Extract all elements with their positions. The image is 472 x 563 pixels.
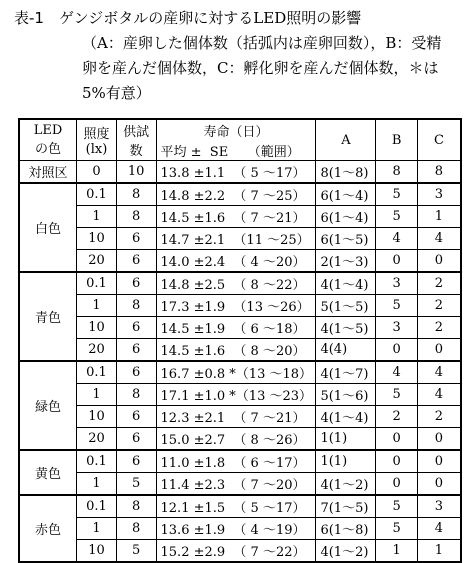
n-cell: 6 bbox=[116, 272, 156, 295]
b-cell: 1 bbox=[376, 540, 418, 563]
lux-cell: 0.1 bbox=[77, 361, 117, 384]
a-cell: 4(1～2) bbox=[316, 473, 376, 496]
a-cell: 6(1～4) bbox=[316, 183, 376, 206]
table-row bbox=[19, 450, 461, 473]
n-cell: 8 bbox=[116, 384, 156, 406]
a-cell: 6(1～5) bbox=[316, 228, 376, 250]
c-cell: 0 bbox=[417, 250, 461, 273]
b-cell: 0 bbox=[376, 450, 418, 473]
a-cell: 4(1～4) bbox=[316, 406, 376, 428]
c-cell: 2 bbox=[417, 272, 461, 295]
a-cell: 4(1～2) bbox=[316, 540, 376, 563]
table-row bbox=[19, 384, 461, 406]
lux-cell: 10 bbox=[77, 406, 117, 428]
table-row bbox=[19, 339, 461, 362]
b-cell: 8 bbox=[376, 161, 418, 184]
col-header-lifespan: 寿命（日） bbox=[156, 119, 316, 140]
table-row bbox=[19, 295, 461, 317]
lifespan-cell: 13.6 ±1.9 （ 4 ～19） bbox=[156, 518, 316, 540]
lifespan-cell: 14.7 ±2.1 （11 ～25） bbox=[156, 228, 316, 250]
b-cell: 3 bbox=[376, 317, 418, 339]
b-cell: 5 bbox=[376, 183, 418, 206]
a-cell: 7(1～5) bbox=[316, 495, 376, 518]
c-cell: 2 bbox=[417, 317, 461, 339]
table-body bbox=[19, 161, 461, 563]
lux-cell: 0.1 bbox=[77, 272, 117, 295]
col-header-c: C bbox=[417, 119, 461, 161]
table-row bbox=[19, 317, 461, 339]
lifespan-cell: 14.8 ±2.2 （ 7 ～25） bbox=[156, 183, 316, 206]
lifespan-cell: 14.8 ±2.5 （ 8 ～22） bbox=[156, 272, 316, 295]
c-cell: 3 bbox=[417, 183, 461, 206]
led-color-cell: 白色 bbox=[19, 183, 77, 272]
a-cell: 6(1～4) bbox=[316, 206, 376, 228]
n-cell: 8 bbox=[116, 518, 156, 540]
n-cell: 10 bbox=[116, 161, 156, 184]
b-cell: 3 bbox=[376, 272, 418, 295]
led-color-cell: 青色 bbox=[19, 272, 77, 361]
c-cell: 3 bbox=[417, 495, 461, 518]
lux-cell: 20 bbox=[77, 250, 117, 273]
b-cell: 4 bbox=[376, 228, 418, 250]
col-header-b: B bbox=[376, 119, 418, 161]
b-cell: 0 bbox=[376, 339, 418, 362]
lux-cell: 0 bbox=[77, 161, 117, 184]
lux-cell: 1 bbox=[77, 206, 117, 228]
table-row bbox=[19, 183, 461, 206]
lux-cell: 1 bbox=[77, 295, 117, 317]
col-header-led-color: LED の色 bbox=[19, 119, 77, 161]
lifespan-cell: 13.8 ±1.1 （ 5 ～17） bbox=[156, 161, 316, 184]
caption-line-4: 5%有意） bbox=[82, 84, 151, 102]
c-cell: 0 bbox=[417, 428, 461, 451]
lifespan-cell: 14.5 ±1.9 （ 6 ～18） bbox=[156, 317, 316, 339]
b-cell: 5 bbox=[376, 518, 418, 540]
led-color-cell: 対照区 bbox=[19, 161, 77, 184]
lux-cell: 0.1 bbox=[77, 495, 117, 518]
table-caption bbox=[14, 6, 464, 106]
caption-line-2: （A：産卵した個体数（括弧内は産卵回数），B：受精 bbox=[82, 34, 442, 52]
b-cell: 2 bbox=[376, 406, 418, 428]
table-row bbox=[19, 495, 461, 518]
n-cell: 8 bbox=[116, 183, 156, 206]
a-cell: 4(1～7) bbox=[316, 361, 376, 384]
led-color-cell: 赤色 bbox=[19, 495, 77, 562]
lux-cell: 20 bbox=[77, 428, 117, 451]
c-cell: 4 bbox=[417, 384, 461, 406]
caption-title: ゲンジボタルの産卵に対するLED照明の影響 bbox=[58, 9, 362, 27]
c-cell: 0 bbox=[417, 339, 461, 362]
a-cell: 4(1～5) bbox=[316, 317, 376, 339]
b-cell: 0 bbox=[376, 250, 418, 273]
caption-line-3: 卵を産んだ個体数，C：孵化卵を産んだ個体数，＊は bbox=[82, 59, 439, 77]
b-cell: 5 bbox=[376, 495, 418, 518]
b-cell: 5 bbox=[376, 206, 418, 228]
lifespan-cell: 14.0 ±2.4 （ 4 ～20） bbox=[156, 250, 316, 273]
n-cell: 6 bbox=[116, 339, 156, 362]
n-cell: 6 bbox=[116, 406, 156, 428]
col-header-n: 供試 数 bbox=[116, 119, 156, 161]
lifespan-cell: 12.3 ±2.1 （ 7 ～21） bbox=[156, 406, 316, 428]
a-cell: 6(1～8) bbox=[316, 518, 376, 540]
b-cell: 0 bbox=[376, 428, 418, 451]
table-row bbox=[19, 518, 461, 540]
a-cell: 5(1～5) bbox=[316, 295, 376, 317]
c-cell: 2 bbox=[417, 406, 461, 428]
col-header-lux: 照度 (lx) bbox=[77, 119, 117, 161]
a-cell: 1(1) bbox=[316, 450, 376, 473]
b-cell: 5 bbox=[376, 384, 418, 406]
b-cell: 0 bbox=[376, 473, 418, 496]
n-cell: 6 bbox=[116, 361, 156, 384]
a-cell: 5(1～6) bbox=[316, 384, 376, 406]
lifespan-cell: 14.5 ±1.6 （ 7 ～21） bbox=[156, 206, 316, 228]
lifespan-cell: 17.1 ±1.0 *（13 ～23） bbox=[156, 384, 316, 406]
lifespan-cell: 14.5 ±1.6 （ 8 ～20） bbox=[156, 339, 316, 362]
c-cell: 4 bbox=[417, 228, 461, 250]
a-cell: 4(4) bbox=[316, 339, 376, 362]
n-cell: 6 bbox=[116, 428, 156, 451]
n-cell: 6 bbox=[116, 250, 156, 273]
c-cell: 4 bbox=[417, 361, 461, 384]
table-row bbox=[19, 406, 461, 428]
n-cell: 8 bbox=[116, 295, 156, 317]
table-row bbox=[19, 540, 461, 563]
led-color-cell: 緑色 bbox=[19, 361, 77, 450]
lux-cell: 20 bbox=[77, 339, 117, 362]
c-cell: 0 bbox=[417, 473, 461, 496]
a-cell: 8(1～8) bbox=[316, 161, 376, 184]
n-cell: 5 bbox=[116, 473, 156, 496]
col-header-lifespan-sub: 平均 ± SE （範囲） bbox=[156, 140, 316, 161]
lux-cell: 10 bbox=[77, 540, 117, 563]
c-cell: 8 bbox=[417, 161, 461, 184]
lux-cell: 1 bbox=[77, 384, 117, 406]
n-cell: 6 bbox=[116, 228, 156, 250]
lux-cell: 0.1 bbox=[77, 183, 117, 206]
col-header-a: A bbox=[316, 119, 376, 161]
table-row bbox=[19, 361, 461, 384]
c-cell: 4 bbox=[417, 518, 461, 540]
b-cell: 5 bbox=[376, 295, 418, 317]
c-cell: 0 bbox=[417, 450, 461, 473]
n-cell: 6 bbox=[116, 317, 156, 339]
led-results-table bbox=[18, 118, 462, 563]
lux-cell: 10 bbox=[77, 228, 117, 250]
n-cell: 6 bbox=[116, 450, 156, 473]
table-row bbox=[19, 228, 461, 250]
lux-cell: 1 bbox=[77, 473, 117, 496]
table-row bbox=[19, 250, 461, 273]
n-cell: 5 bbox=[116, 540, 156, 563]
lux-cell: 0.1 bbox=[77, 450, 117, 473]
lifespan-cell: 11.0 ±1.8 （ 6 ～17） bbox=[156, 450, 316, 473]
lifespan-cell: 17.3 ±1.9 （13 ～26） bbox=[156, 295, 316, 317]
a-cell: 1(1) bbox=[316, 428, 376, 451]
c-cell: 1 bbox=[417, 206, 461, 228]
lux-cell: 1 bbox=[77, 518, 117, 540]
caption-line-1 bbox=[14, 6, 464, 31]
a-cell: 4(1～4) bbox=[316, 272, 376, 295]
a-cell: 2(1～3) bbox=[316, 250, 376, 273]
lifespan-cell: 11.4 ±2.3 （ 7 ～20） bbox=[156, 473, 316, 496]
led-color-cell: 黄色 bbox=[19, 450, 77, 495]
lux-cell: 10 bbox=[77, 317, 117, 339]
b-cell: 4 bbox=[376, 361, 418, 384]
n-cell: 8 bbox=[116, 206, 156, 228]
table-row bbox=[19, 206, 461, 228]
table-label: 表-1 bbox=[14, 9, 44, 27]
lifespan-cell: 15.0 ±2.7 （ 8 ～26） bbox=[156, 428, 316, 451]
c-cell: 1 bbox=[417, 540, 461, 563]
table-row bbox=[19, 428, 461, 451]
lifespan-cell: 16.7 ±0.8 *（13 ～18） bbox=[156, 361, 316, 384]
n-cell: 8 bbox=[116, 495, 156, 518]
table-row bbox=[19, 473, 461, 496]
lifespan-cell: 15.2 ±2.9 （ 7 ～22） bbox=[156, 540, 316, 563]
c-cell: 2 bbox=[417, 295, 461, 317]
lifespan-cell: 12.1 ±1.5 （ 5 ～17） bbox=[156, 495, 316, 518]
table-row bbox=[19, 272, 461, 295]
table-row bbox=[19, 161, 461, 184]
